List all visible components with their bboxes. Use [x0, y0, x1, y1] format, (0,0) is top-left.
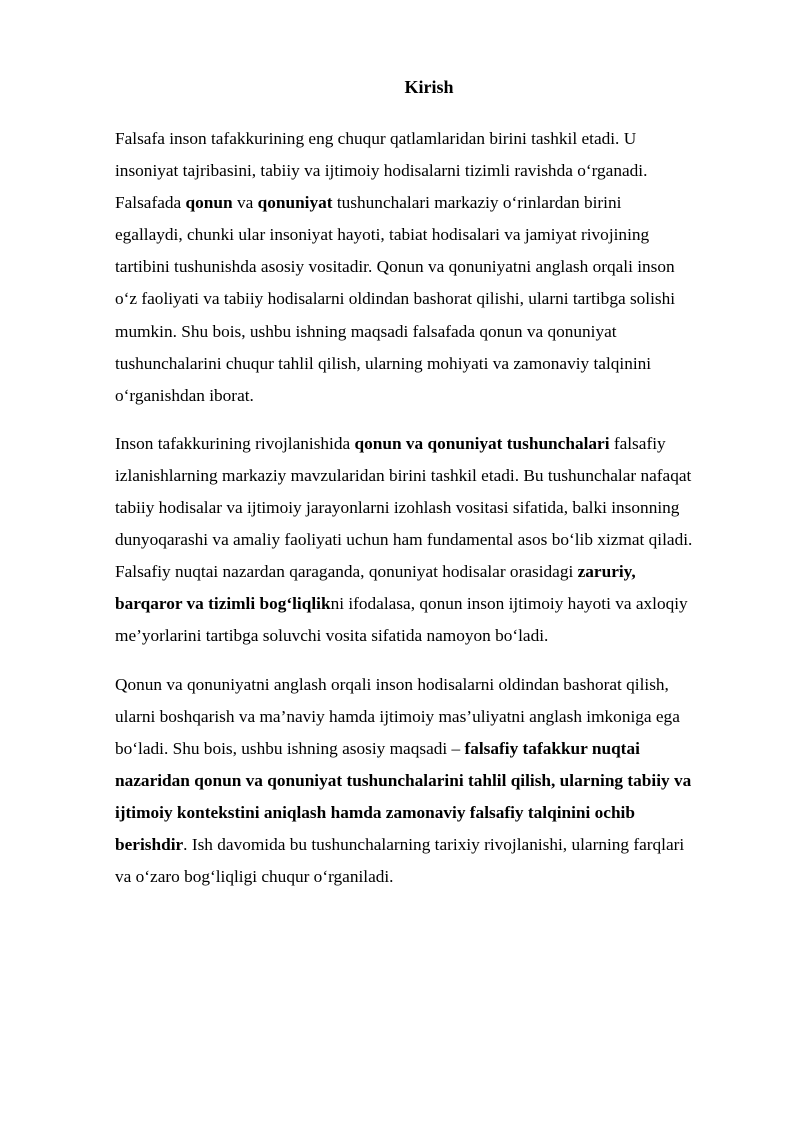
- bold-text: berishdir: [115, 834, 184, 854]
- bold-text: ijtimoiy kontekstini aniqlash hamda zamonaviy falsafiy talqinini ochib: [115, 802, 635, 822]
- text-run: va o‘zaro bog‘liqligi chuqur o‘rganiladi.: [115, 867, 394, 887]
- text-run: dunyoqarashi va amaliy faoliyati uchun ham fundamental asos bo‘lib xizmat qiladi.: [115, 530, 693, 550]
- text-line: [115, 283, 755, 315]
- text-run: Falsafada: [115, 193, 186, 213]
- text-line: [115, 187, 755, 219]
- bold-text: qonuniyat: [257, 193, 333, 213]
- text-run: Falsafa inson tafakkurining eng chuqur qatlamlaridan birini tashkil etadi. U: [115, 129, 637, 148]
- text-line: [115, 701, 755, 733]
- text-run: mumkin. Shu bois, ushbu ishning maqsadi falsafada qonun va qonuniyat: [115, 321, 617, 341]
- text-line: [115, 348, 755, 380]
- text-run: egallaydi, chunki ular insoniyat hayoti, tabiat hodisalari va jamiyat rivojining: [115, 225, 650, 245]
- text-line: [115, 588, 755, 620]
- text-run: . Ish davomida bu tushunchalarning tarixiy rivojlanishi, ularning farqlari: [183, 834, 685, 854]
- text-run: o‘rganishdan iborat.: [115, 385, 254, 405]
- text-run: va: [232, 193, 258, 213]
- document-body: [115, 123, 755, 893]
- text-line: [115, 829, 755, 861]
- text-line: [115, 492, 755, 524]
- text-line: [115, 861, 755, 893]
- text-run: insoniyat tajribasini, tabiiy va ijtimoiy hodisalarni tizimli ravishda o‘rganadi.: [115, 161, 648, 181]
- text-run: falsafiy: [609, 433, 666, 453]
- text-run: tushunchalari markaziy o‘rinlardan birini: [332, 193, 622, 213]
- text-line: [115, 556, 755, 588]
- text-run: Falsafiy nuqtai nazardan qaraganda, qonuniyat hodisalar orasidagi: [115, 562, 578, 582]
- text-run: ularni boshqarish va ma’naviy hamda ijtimoiy mas’uliyatni anglash imkoniga ega: [115, 706, 680, 726]
- paragraph: [115, 428, 755, 653]
- bold-text: barqaror va tizimli bog‘liqlik: [115, 594, 331, 614]
- text-run: tushunchalarini chuqur tahlil qilish, ularning mohiyati va zamonaviy talqinini: [115, 353, 652, 373]
- text-line: [115, 123, 755, 155]
- document-title: Kirish: [404, 77, 454, 97]
- text-line: [115, 524, 755, 556]
- bold-text: qonun va qonuniyat tushunchalari: [354, 433, 610, 453]
- text-run: izlanishlarning markaziy mavzularidan birini tashkil etadi. Bu tushunchalar nafaqat: [115, 465, 692, 485]
- text-run: Inson tafakkurining rivojlanishida: [115, 433, 355, 453]
- bold-text: nazaridan qonun va qonuniyat tushunchalarini tahlil qilish, ularning tabiiy va: [115, 770, 692, 790]
- text-run: Qonun va qonuniyatni anglash orqali inson hodisalarni oldindan bashorat qilish,: [115, 674, 669, 694]
- text-line: [115, 316, 755, 348]
- text-run: o‘z faoliyati va tabiiy hodisalarni oldindan bashorat qilishi, ularni tartibga solishi: [115, 289, 676, 309]
- bold-text: falsafiy tafakkur nuqtai: [464, 738, 640, 758]
- text-line: [115, 380, 755, 412]
- text-line: [115, 251, 755, 283]
- text-line: [115, 155, 755, 187]
- text-line: [115, 797, 755, 829]
- text-run: tartibini tushunishda asosiy vositadir. Qonun va qonuniyatni anglash orqali inson: [115, 257, 675, 277]
- text-run: ni ifodalasa, qonun inson ijtimoiy hayoti va axloqiy: [330, 594, 688, 614]
- text-line: [115, 620, 755, 652]
- paragraph: [115, 669, 755, 894]
- bold-text: zaruriy,: [577, 562, 636, 582]
- text-line: [115, 765, 755, 797]
- text-run: tabiiy hodisalar va ijtimoiy jarayonlarni izohlash vositasi sifatida, balki insonning: [115, 498, 680, 518]
- bold-text: qonun: [185, 193, 233, 213]
- text-line: [115, 219, 755, 251]
- text-line: [115, 460, 755, 492]
- text-line: [115, 669, 755, 701]
- text-run: me’yorlarini tartibga soluvchi vosita sifatida namoyon bo‘ladi.: [115, 626, 549, 646]
- text-line: [115, 733, 755, 765]
- text-run: bo‘ladi. Shu bois, ushbu ishning asosiy maqsadi –: [115, 738, 465, 758]
- paragraph: [115, 123, 755, 412]
- text-line: [115, 428, 755, 460]
